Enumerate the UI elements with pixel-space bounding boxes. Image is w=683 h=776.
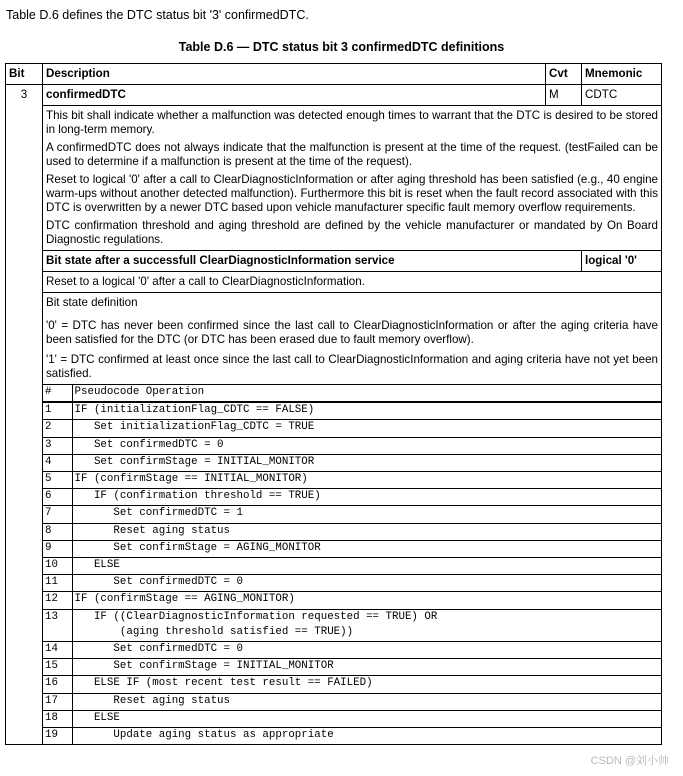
description-paragraph: Reset to logical '0' after a call to ClearDiagnosticInformation or after aging threshold has been satisfied (e.g., 40 engine warm-ups without another detected malfunction). Furthermore this bit is reset when the fault record associated with this DTC is overwritten by a newer DTC based upon vehicle manufacturer specific fault memory overflow requirements. xyxy=(46,173,658,214)
bit-row xyxy=(6,85,662,106)
line-code: Set confirmedDTC = 0 xyxy=(72,575,661,592)
line-code: Set confirmedDTC = 1 xyxy=(72,506,661,523)
clear-state-label: Bit state after a successfull ClearDiagnosticInformation service xyxy=(43,251,582,272)
dtc-status-table xyxy=(5,63,662,745)
line-code: Update aging status as appropriate xyxy=(72,728,661,745)
line-number: 10 xyxy=(43,558,72,575)
line-number: 2 xyxy=(43,420,72,437)
pseudocode-line xyxy=(43,489,661,506)
description-paragraph: A confirmedDTC does not always indicate that the malfunction is present at the time of the request. (testFailed can be used to determine if a malfunction is present at the time of the request). xyxy=(46,141,658,168)
pseudocode-header-row xyxy=(43,385,661,402)
state-definition-cell xyxy=(43,293,662,385)
pseudocode-line xyxy=(43,472,661,489)
pseudocode-line xyxy=(43,402,661,420)
line-number: 18 xyxy=(43,710,72,727)
line-code: Set initializationFlag_CDTC = TRUE xyxy=(72,420,661,437)
intro-text: Table D.6 defines the DTC status bit '3' confirmedDTC. xyxy=(6,8,309,22)
clear-state-text-row xyxy=(6,272,662,293)
pseudocode-line xyxy=(43,676,661,693)
pseudocode-line xyxy=(43,659,661,676)
bit-mnemonic: CDTC xyxy=(582,85,662,106)
line-number: 4 xyxy=(43,454,72,471)
header-mnemonic: Mnemonic xyxy=(582,64,662,85)
line-code: IF (confirmStage == INITIAL_MONITOR) xyxy=(72,472,661,489)
pseudocode-line xyxy=(43,575,661,592)
line-number: 11 xyxy=(43,575,72,592)
pseudocode-line xyxy=(43,540,661,557)
line-code: Reset aging status xyxy=(72,693,661,710)
line-number: 13 xyxy=(43,609,72,641)
description-paragraph: DTC confirmation threshold and aging threshold are defined by the vehicle manufacturer or mandated by On Board Diagnostic regulations. xyxy=(46,219,658,246)
watermark: CSDN @刘小帅 xyxy=(590,755,669,767)
line-number: 7 xyxy=(43,506,72,523)
pseudocode-line xyxy=(43,693,661,710)
state-definition-one: '1' = DTC confirmed at least once since the last call to ClearDiagnosticInformation and aging criteria have not yet been satisfied. xyxy=(46,353,658,380)
pseudocode-line xyxy=(43,454,661,471)
header-description: Description xyxy=(43,64,546,85)
line-number: 12 xyxy=(43,592,72,609)
bit-cvt: M xyxy=(546,85,582,106)
line-number: 14 xyxy=(43,642,72,659)
pseudocode-line xyxy=(43,558,661,575)
bit-name: confirmedDTC xyxy=(43,85,546,106)
line-number: 3 xyxy=(43,437,72,454)
state-definition-zero: '0' = DTC has never been confirmed since the last call to ClearDiagnosticInformation or after the aging criteria have been satisfied for the DTC (or DTC has been erased due to fault memory overflow). xyxy=(46,319,658,346)
line-code: Set confirmedDTC = 0 xyxy=(72,642,661,659)
line-number: 15 xyxy=(43,659,72,676)
description-paragraph: This bit shall indicate whether a malfunction was detected enough times to warrant that the DTC is desired to be stored in long-term memory. xyxy=(46,109,658,136)
line-code: Reset aging status xyxy=(72,523,661,540)
pseudocode-line xyxy=(43,506,661,523)
clear-state-text: Reset to a logical '0' after a call to ClearDiagnosticInformation. xyxy=(43,272,662,293)
line-number: 5 xyxy=(43,472,72,489)
description-row xyxy=(6,106,662,251)
pseudocode-line xyxy=(43,420,661,437)
line-code: Set confirmStage = INITIAL_MONITOR xyxy=(72,454,661,471)
clear-state-row xyxy=(6,251,662,272)
line-code: IF ((ClearDiagnosticInformation requested == TRUE) OR (aging threshold satisfied == TRUE)) xyxy=(72,609,661,641)
pseudocode-line xyxy=(43,437,661,454)
header-cvt: Cvt xyxy=(546,64,582,85)
pseudocode-line xyxy=(43,710,661,727)
pseudocode-line xyxy=(43,523,661,540)
line-code: IF (initializationFlag_CDTC == FALSE) xyxy=(74,404,315,417)
description-cell xyxy=(43,106,662,251)
state-definition-title: Bit state definition xyxy=(46,296,138,309)
line-number: 19 xyxy=(43,728,72,745)
pseudocode-row xyxy=(6,385,662,745)
pseudocode-cell xyxy=(43,385,662,745)
line-code: Set confirmStage = INITIAL_MONITOR xyxy=(72,659,661,676)
clear-state-value: logical '0' xyxy=(582,251,662,272)
bit-number: 3 xyxy=(6,85,43,745)
line-number: 8 xyxy=(43,523,72,540)
header-row xyxy=(6,64,662,85)
pseudocode-line xyxy=(43,642,661,659)
line-number: 1 xyxy=(43,402,72,420)
header-bit: Bit xyxy=(6,64,43,85)
line-code: Set confirmStage = AGING_MONITOR xyxy=(72,540,661,557)
pseudocode-line xyxy=(43,609,661,641)
pseudocode-line xyxy=(43,592,661,609)
table-caption: Table D.6 — DTC status bit 3 confirmedDTC definitions xyxy=(178,40,505,54)
pseudocode-table xyxy=(43,385,661,744)
line-number: 16 xyxy=(43,676,72,693)
line-code: ELSE IF (most recent test result == FAILED) xyxy=(72,676,661,693)
line-code: IF (confirmation threshold == TRUE) xyxy=(72,489,661,506)
line-number: 6 xyxy=(43,489,72,506)
state-definition-row xyxy=(6,293,662,385)
line-code: ELSE xyxy=(72,558,661,575)
line-code: IF (confirmStage == AGING_MONITOR) xyxy=(72,592,661,609)
pseudocode-line xyxy=(43,728,661,745)
line-number: 9 xyxy=(43,540,72,557)
line-number: 17 xyxy=(43,693,72,710)
line-code: Set confirmedDTC = 0 xyxy=(72,437,661,454)
pseudocode-header: Pseudocode Operation xyxy=(72,385,661,402)
line-code: ELSE xyxy=(72,710,661,727)
pseudocode-num-header: # xyxy=(43,385,72,402)
